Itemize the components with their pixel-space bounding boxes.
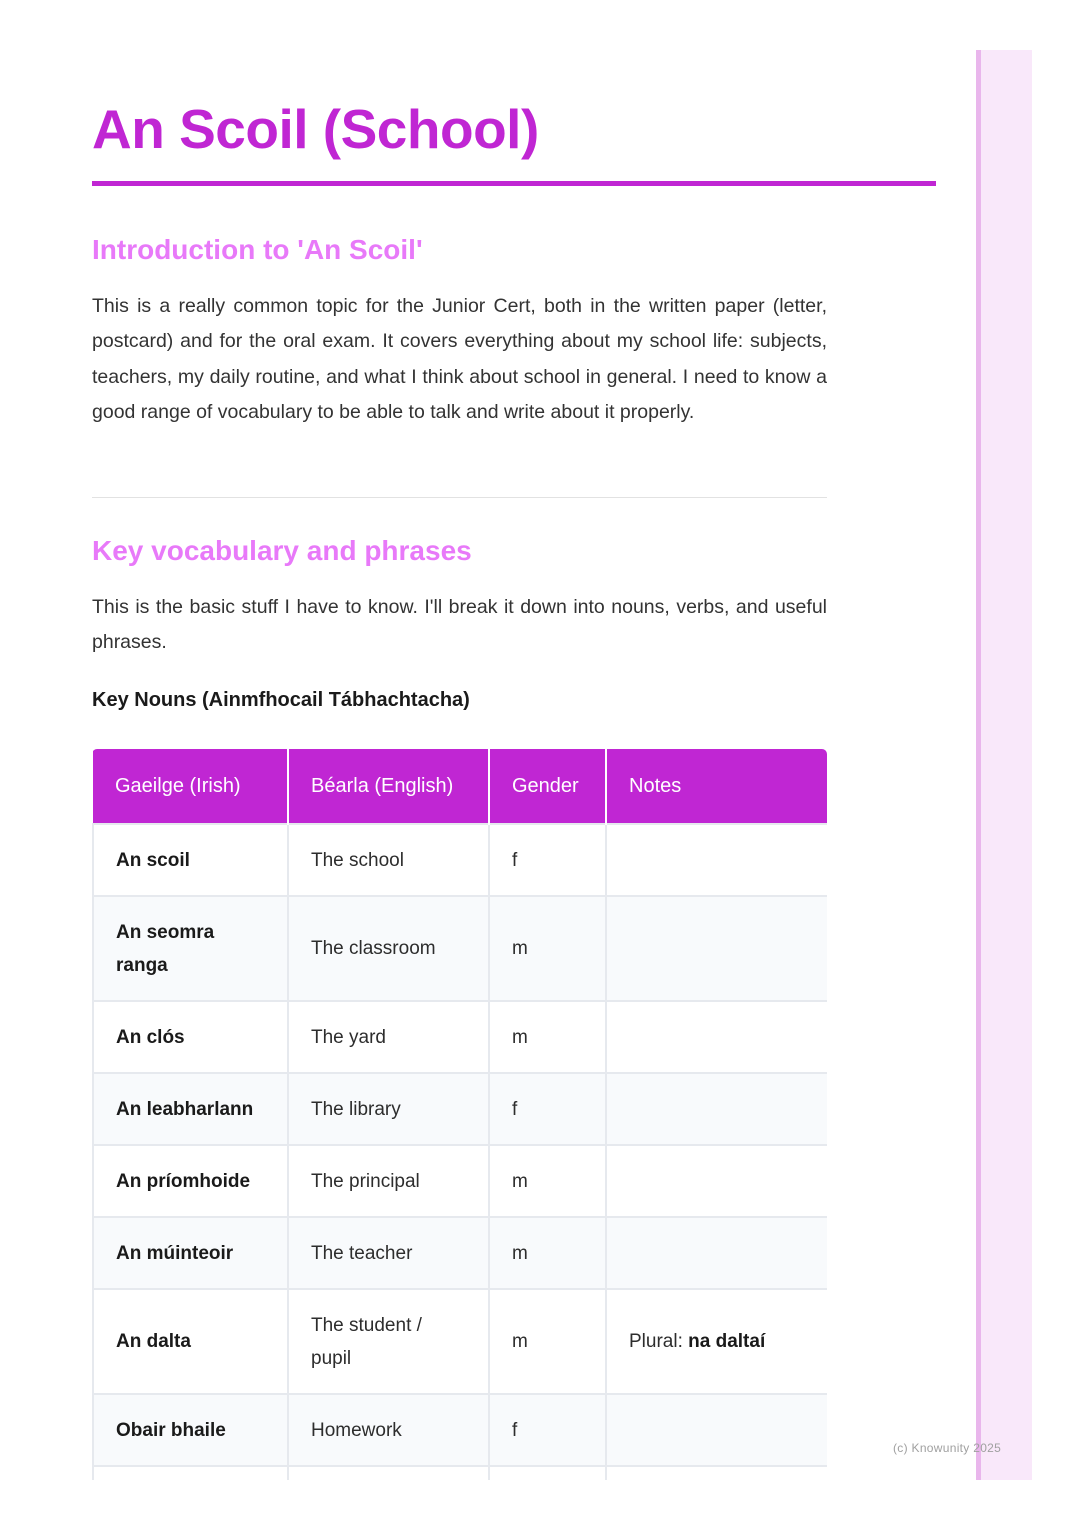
cell-irish: An dalta bbox=[93, 1289, 288, 1394]
cell-english: The school bbox=[288, 824, 489, 896]
cell-gender: m bbox=[489, 1289, 606, 1394]
cell-gender: f bbox=[489, 1073, 606, 1145]
cell-gender: m bbox=[489, 1217, 606, 1289]
cell-irish: An clós bbox=[93, 1001, 288, 1073]
cell-notes bbox=[606, 824, 827, 896]
table-row bbox=[93, 896, 827, 1001]
cell-notes bbox=[606, 1001, 827, 1073]
cell-english: The teacher bbox=[288, 1217, 489, 1289]
intro-paragraph: This is a really common topic for the Junior Cert, both in the written paper (letter, postcard) and for the oral exam. It covers everything about my school life: subjects, teachers, my daily routine, and what I think about school in general. I need to know a good range of vocabulary to be able to talk and write about it properly. bbox=[92, 295, 827, 423]
cell-english: The principal bbox=[288, 1145, 489, 1217]
table-row bbox=[93, 1001, 827, 1073]
table-row bbox=[93, 1289, 827, 1394]
vocabulary-paragraph: This is the basic stuff I have to know. I'll break it down into nouns, verbs, and useful phrases. bbox=[92, 596, 827, 654]
cell-notes bbox=[606, 1073, 827, 1145]
cell-notes bbox=[606, 1217, 827, 1289]
nouns-table-container bbox=[92, 749, 827, 1480]
column-header-notes: Notes bbox=[606, 749, 827, 824]
page-title: An Scoil (School) bbox=[92, 98, 539, 160]
cell-irish: An príomhoide bbox=[93, 1145, 288, 1217]
cell-english: The yard bbox=[288, 1001, 489, 1073]
cell-irish: An scoil bbox=[93, 824, 288, 896]
cell-gender bbox=[489, 1466, 606, 1480]
column-header-gender: Gender bbox=[489, 749, 606, 824]
table-row bbox=[93, 824, 827, 896]
note-plural-value: na daltaí bbox=[688, 1331, 766, 1352]
table-row bbox=[93, 1394, 827, 1466]
sidebar-decoration bbox=[976, 50, 1032, 1480]
cell-notes bbox=[606, 1289, 827, 1394]
column-header-irish: Gaeilge (Irish) bbox=[93, 749, 288, 824]
cell-irish: An múinteoir bbox=[93, 1217, 288, 1289]
title-underline bbox=[92, 181, 936, 186]
cell-notes bbox=[606, 1466, 827, 1480]
cell-gender: f bbox=[489, 824, 606, 896]
cell-english: The library bbox=[288, 1073, 489, 1145]
cell-notes bbox=[606, 1394, 827, 1466]
section-divider bbox=[92, 497, 827, 498]
section-heading-introduction: Introduction to 'An Scoil' bbox=[92, 234, 423, 265]
cell-gender: m bbox=[489, 1001, 606, 1073]
table-row bbox=[93, 1466, 827, 1480]
section-heading-vocabulary: Key vocabulary and phrases bbox=[92, 535, 472, 566]
cell-gender: f bbox=[489, 1394, 606, 1466]
cell-english: The student / pupil bbox=[288, 1289, 489, 1394]
cell-irish: Obair bhaile bbox=[93, 1394, 288, 1466]
column-header-english: Béarla (English) bbox=[288, 749, 489, 824]
table-row bbox=[93, 1145, 827, 1217]
table-row bbox=[93, 1073, 827, 1145]
table-header-row bbox=[93, 749, 827, 824]
cell-notes bbox=[606, 1145, 827, 1217]
cell-gender: m bbox=[489, 896, 606, 1001]
cell-irish: An leabharlann bbox=[93, 1073, 288, 1145]
cell-english bbox=[288, 1466, 489, 1480]
cell-irish bbox=[93, 1466, 288, 1480]
cell-gender: m bbox=[489, 1145, 606, 1217]
cell-irish: An seomra ranga bbox=[93, 896, 288, 1001]
subheading-key-nouns: Key Nouns (Ainmfhocail Tábhachtacha) bbox=[92, 689, 470, 711]
copyright-footer: (c) Knowunity 2025 bbox=[893, 1441, 1002, 1455]
cell-english: The classroom bbox=[288, 896, 489, 1001]
cell-english: Homework bbox=[288, 1394, 489, 1466]
table-row bbox=[93, 1217, 827, 1289]
cell-notes bbox=[606, 896, 827, 1001]
note-label: Plural: bbox=[629, 1331, 689, 1352]
nouns-table bbox=[92, 749, 827, 1480]
